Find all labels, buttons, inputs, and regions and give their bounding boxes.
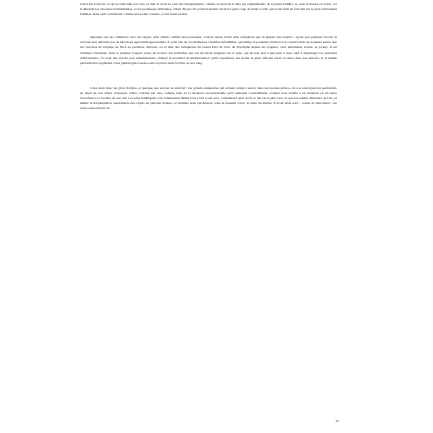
page-number: 25 xyxy=(335,419,339,423)
paragraph-1: César fut averti de ce qu'on sollicitait son avis, et vint. Il avait eu vent des désagréments, comme on pouvait le dire par euphémisme, de la petite famille, et, sans le mettre en avant, car il détestait les envolées irrémédiables, et les promesses délirantes, s'était dit que s'il pouvait donner un brave petit coup de main à celle qui ne lui était en fait rien sur le plan strictement familial, mais qu'il considérait comme une petite cousine, ça lui ferait plaisir. xyxy=(80,2,337,17)
paragraph-2: Quarante ans de commerce avec les objets, qu'il aimait comme des personnes, avaient rendu César plus compétent que la plupart des experts ; ayant peu pratiqué l'école, le cerveau non déformé par de laborieux apprentissages inutiles, il avait une de ces mémoires visuelles infaillibles, qui utilise le potentiel cérébral à la conservation de données autres que les victoires de l'équipe de Nice en première division, ou la liste des vainqueurs du Grand Prix de l'Arc de Triomphe depuis les origines, avec entraîneur, écurie, et jockey. Il est d'ailleurs fascinant, dans le premier touquet venu, de trouver des individus qui ont un talent singulier de ce type, qui ne leur sert à peu près à rien, sauf à départager les querelles d'aficionados. Ce sont des savoirs peu rémunérateurs, malgré le potentiel de mémorisation qu'ils requièrent. Au moins le griot africain est-il reconnu dans son univers, et la même performance appliquée à des généalogies fonde-t-elle sa place dans la tribu, et son rang. xyxy=(80,35,337,65)
paragraph-3: César était donc un griot d'objets, et quelque peu sorcier de surcroît : les grands antiquaires qui avaient réussi à entrer dans ses bonnes grâces, car son envergure lui permettait, en dépit de son allure crasseuse, d'être courtisé par eux, compte tenu de la moisson exceptionnelle qu'il ramenait constamment, avaient tous vérifié à un moment ou un autre l'excellence et l'acuité de son œil. Les plus intelligents s'en remettaient même tout à fait à son avis, considérant qu'il avait ce qui est le plus rare, et que les études d'histoire de l'art, et même la fréquentation quotidienne des objets ne peuvent donner, ce sixième sens qui détecte, sous le fauteuil crevé, la patte du maître. Il avait ainsi sorti – terme de marchand – un salon assez piteux au xyxy=(80,85,337,111)
